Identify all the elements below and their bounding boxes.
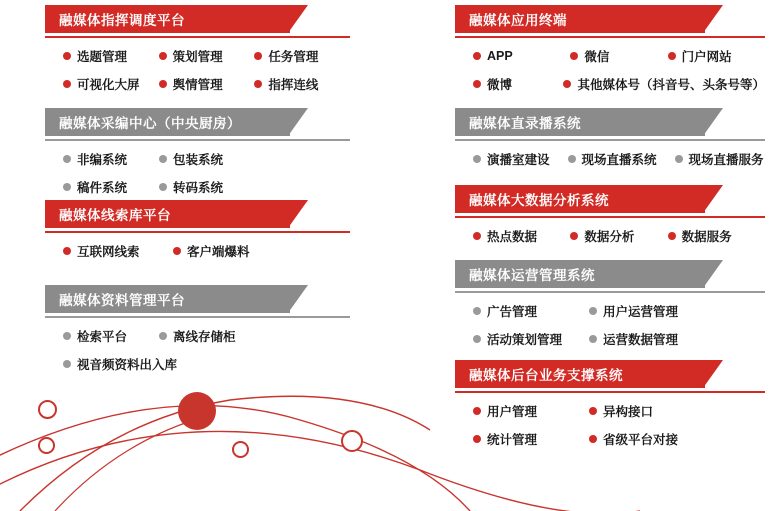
panel-command-underline <box>45 36 350 38</box>
panel-backend-title: 融媒体后台业务支撑系统 <box>469 368 623 383</box>
list-item-label: 包装系统 <box>173 153 224 167</box>
panel-bigdata-row <box>473 227 765 245</box>
bullet-dot-icon <box>473 407 481 415</box>
list-item-label: 统计管理 <box>487 433 538 447</box>
bullet-dot-icon <box>254 52 262 60</box>
panel-live-underline <box>455 139 765 141</box>
panel-editing-row <box>63 178 350 196</box>
list-item-label: 现场直播系统 <box>581 153 657 167</box>
bullet-dot-icon <box>568 155 576 163</box>
bullet-dot-icon <box>173 247 181 255</box>
panel-live-row <box>473 150 765 168</box>
list-item[interactable] <box>668 227 765 245</box>
list-item[interactable] <box>589 402 705 420</box>
list-item[interactable] <box>473 430 589 448</box>
bullet-dot-icon <box>589 435 597 443</box>
list-item[interactable] <box>159 75 255 93</box>
bullet-dot-icon <box>159 332 167 340</box>
list-item[interactable] <box>159 327 255 345</box>
panel-archive-title: 融媒体资料管理平台 <box>59 293 185 308</box>
panel-operation-row <box>473 330 765 348</box>
panel-backend-underline <box>455 391 765 393</box>
panel-backend-row <box>473 402 765 420</box>
bullet-dot-icon <box>563 80 571 88</box>
bullet-dot-icon <box>589 335 597 343</box>
bullet-dot-icon <box>63 360 71 368</box>
list-item-label: 演播室建设 <box>487 153 550 167</box>
bullet-dot-icon <box>63 332 71 340</box>
bullet-dot-icon <box>473 232 481 240</box>
arc-node-ring-1 <box>38 400 57 419</box>
list-item-label: 舆情管理 <box>172 78 223 92</box>
panel-clue-row <box>63 242 350 260</box>
list-item[interactable] <box>563 75 765 93</box>
panel-bigdata-items <box>455 227 765 245</box>
bullet-dot-icon <box>668 52 676 60</box>
panel-live-banner <box>455 108 765 136</box>
panel-command <box>45 5 350 93</box>
panel-terminal-underline <box>455 36 765 38</box>
list-item[interactable] <box>159 150 255 168</box>
panel-editing-banner <box>45 108 350 136</box>
panel-clue-banner <box>45 200 350 228</box>
list-item[interactable] <box>63 355 177 373</box>
bullet-dot-icon <box>589 407 597 415</box>
panel-live-title: 融媒体直录播系统 <box>469 116 581 131</box>
list-item-label: 用户运营管理 <box>603 305 679 319</box>
panel-terminal-row <box>473 75 765 93</box>
list-item-label: 异构接口 <box>603 405 654 419</box>
list-item[interactable] <box>173 242 283 260</box>
banner-tail <box>288 5 308 33</box>
list-item-label: 转码系统 <box>173 181 224 195</box>
panel-backend-banner <box>455 360 765 388</box>
panel-live-items <box>455 150 765 168</box>
banner-tail <box>288 285 308 313</box>
panel-operation-title: 融媒体运营管理系统 <box>469 268 595 283</box>
panel-backend <box>455 360 765 448</box>
list-item[interactable] <box>63 327 159 345</box>
list-item-label: 视音频资料出入库 <box>77 358 178 372</box>
list-item[interactable] <box>63 47 159 65</box>
list-item-label: 省级平台对接 <box>603 433 679 447</box>
banner-tail <box>703 5 723 33</box>
bullet-dot-icon <box>473 435 481 443</box>
bullet-dot-icon <box>473 335 481 343</box>
list-item[interactable] <box>254 75 350 93</box>
arc-node-ring-2 <box>38 437 55 454</box>
list-item[interactable] <box>473 150 550 168</box>
bullet-dot-icon <box>63 247 71 255</box>
list-item[interactable] <box>473 227 570 245</box>
list-item-label: 其他媒体号（抖音号、头条号等） <box>577 78 765 92</box>
panel-archive-row <box>63 327 350 345</box>
list-item[interactable] <box>159 47 255 65</box>
list-item[interactable] <box>473 330 589 348</box>
list-item[interactable] <box>254 47 350 65</box>
bullet-dot-icon <box>589 307 597 315</box>
panel-bigdata-title: 融媒体大数据分析系统 <box>469 193 609 208</box>
banner-tail <box>288 200 308 228</box>
bullet-dot-icon <box>675 155 683 163</box>
list-item-label: 微博 <box>487 78 513 92</box>
panel-command-items <box>45 47 350 93</box>
panel-editing-items <box>45 150 350 196</box>
list-item-label: 互联网线索 <box>77 245 140 259</box>
panel-terminal-banner <box>455 5 765 33</box>
list-item-label: 运营数据管理 <box>603 333 679 347</box>
bullet-dot-icon <box>159 155 167 163</box>
panel-editing-row <box>63 150 350 168</box>
list-item[interactable] <box>570 227 667 245</box>
list-item-label: 选题管理 <box>77 50 128 64</box>
list-item-label: 活动策划管理 <box>487 333 563 347</box>
bullet-dot-icon <box>159 80 167 88</box>
list-item[interactable] <box>63 242 173 260</box>
panel-operation-row <box>473 302 765 320</box>
bullet-dot-icon <box>570 52 578 60</box>
list-item-label: 非编系统 <box>77 153 128 167</box>
arc-node-ring-3 <box>232 441 249 458</box>
panel-backend-row <box>473 430 765 448</box>
panel-archive-row <box>63 355 350 373</box>
list-item[interactable] <box>63 150 159 168</box>
panel-clue <box>45 200 350 260</box>
panel-operation-underline <box>455 291 765 293</box>
arc-node-ring-4 <box>341 430 363 452</box>
panel-archive-banner <box>45 285 350 313</box>
bullet-dot-icon <box>473 155 481 163</box>
panel-backend-items <box>455 402 765 448</box>
list-item-label: 微信 <box>584 50 610 64</box>
bullet-dot-icon <box>473 52 481 60</box>
banner-tail <box>703 108 723 136</box>
list-item-label: 广告管理 <box>487 305 538 319</box>
list-item-label: 数据分析 <box>584 230 635 244</box>
panel-editing <box>45 108 350 196</box>
list-item-label: 门户网站 <box>681 50 732 64</box>
panel-operation <box>455 260 765 348</box>
list-item[interactable] <box>589 302 705 320</box>
panel-archive <box>45 285 350 373</box>
list-item[interactable] <box>589 330 705 348</box>
list-item-label: 客户端爆料 <box>187 245 250 259</box>
list-item-label: 可视化大屏 <box>77 78 140 92</box>
list-item[interactable] <box>675 150 764 168</box>
bullet-dot-icon <box>63 52 71 60</box>
banner-tail <box>703 260 723 288</box>
bullet-dot-icon <box>63 155 71 163</box>
banner-tail <box>288 108 308 136</box>
bullet-dot-icon <box>473 307 481 315</box>
bullet-dot-icon <box>473 80 481 88</box>
list-item[interactable] <box>473 75 563 93</box>
list-item-label: 指挥连线 <box>268 78 319 92</box>
panel-archive-items <box>45 327 350 373</box>
panel-editing-underline <box>45 139 350 141</box>
list-item-label: 数据服务 <box>681 230 732 244</box>
bullet-dot-icon <box>159 183 167 191</box>
panel-live <box>455 108 765 168</box>
panel-bigdata-underline <box>455 216 765 218</box>
bullet-dot-icon <box>254 80 262 88</box>
panel-terminal <box>455 5 765 93</box>
panel-operation-items <box>455 302 765 348</box>
list-item[interactable] <box>570 47 667 65</box>
bullet-dot-icon <box>159 52 167 60</box>
list-item-label: 离线存储柜 <box>173 330 236 344</box>
list-item-label: 策划管理 <box>172 50 223 64</box>
list-item[interactable] <box>63 75 159 93</box>
list-item[interactable] <box>668 47 765 65</box>
list-item-label: APP <box>487 49 513 63</box>
panel-command-title: 融媒体指挥调度平台 <box>59 13 185 28</box>
panel-clue-underline <box>45 231 350 233</box>
panel-terminal-row <box>473 47 765 65</box>
panel-operation-banner <box>455 260 765 288</box>
bullet-dot-icon <box>63 80 71 88</box>
panel-bigdata-banner <box>455 185 765 213</box>
list-item[interactable] <box>473 302 589 320</box>
list-item[interactable] <box>473 402 589 420</box>
list-item[interactable] <box>159 178 255 196</box>
list-item-label: 用户管理 <box>487 405 538 419</box>
panel-clue-items <box>45 242 350 260</box>
banner-tail <box>703 185 723 213</box>
list-item-label: 现场直播服务 <box>688 153 764 167</box>
list-item-label: 任务管理 <box>268 50 319 64</box>
list-item[interactable] <box>589 430 705 448</box>
list-item[interactable] <box>473 49 570 63</box>
list-item-label: 稿件系统 <box>77 181 128 195</box>
list-item-label: 热点数据 <box>487 230 538 244</box>
arc-node-large <box>178 392 216 430</box>
list-item[interactable] <box>63 178 159 196</box>
panel-clue-title: 融媒体线索库平台 <box>59 208 171 223</box>
list-item-label: 检索平台 <box>77 330 128 344</box>
banner-tail <box>703 360 723 388</box>
panel-terminal-title: 融媒体应用终端 <box>469 13 567 28</box>
list-item[interactable] <box>568 150 657 168</box>
panel-editing-title: 融媒体采编中心（中央厨房） <box>59 116 241 131</box>
bullet-dot-icon <box>570 232 578 240</box>
panel-archive-underline <box>45 316 350 318</box>
panel-command-row <box>63 47 350 65</box>
panel-command-banner <box>45 5 350 33</box>
bullet-dot-icon <box>668 232 676 240</box>
panel-command-row <box>63 75 350 93</box>
panel-bigdata <box>455 185 765 245</box>
bullet-dot-icon <box>63 183 71 191</box>
panel-terminal-items <box>455 47 765 93</box>
